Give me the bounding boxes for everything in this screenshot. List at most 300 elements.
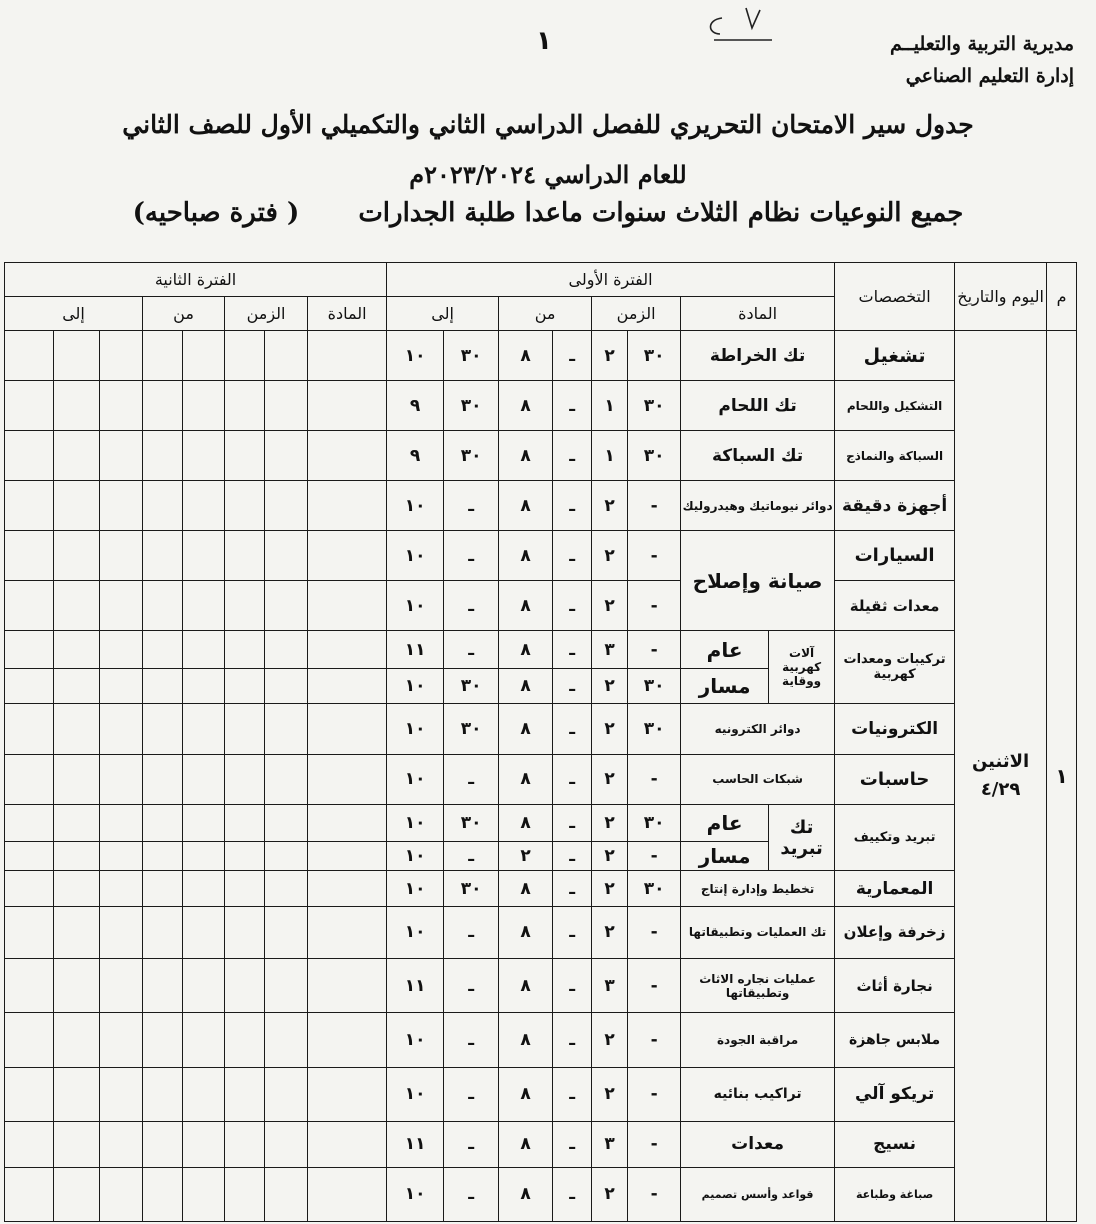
p2-cell [308, 906, 387, 958]
to-hr: ١٠ [387, 331, 444, 381]
p2-cell [100, 1067, 143, 1121]
subject-cell: تراكيب بنائيه [681, 1067, 835, 1121]
to-hr: ١١ [387, 631, 444, 669]
p2-cell [308, 1121, 387, 1167]
subject-cell: تك العمليات وتطبيقاتها [681, 906, 835, 958]
p2-cell [265, 1013, 308, 1067]
p2-cell [143, 754, 183, 804]
p2-cell [143, 669, 183, 704]
day-date-cell [955, 331, 1047, 1222]
from-min: ـ [553, 581, 592, 631]
duration-min: ٣٠ [628, 381, 681, 431]
p2-cell [225, 704, 265, 754]
subject-cell: شبكات الحاسب [681, 754, 835, 804]
p2-cell [54, 871, 100, 906]
from-hr: ٨ [499, 431, 553, 481]
to-min: ـ [444, 481, 499, 531]
p2-cell [143, 959, 183, 1013]
to-hr: ٩ [387, 431, 444, 481]
p2-cell [265, 431, 308, 481]
p2-cell [54, 1067, 100, 1121]
to-min: ٣٠ [444, 331, 499, 381]
table-row [5, 704, 1077, 754]
duration-min: - [628, 1167, 681, 1221]
subject-cell: قواعد وأسس تصميم [681, 1167, 835, 1221]
p2-cell [5, 959, 54, 1013]
p2-cell [183, 431, 225, 481]
p2-cell [5, 531, 54, 581]
exam-schedule-table [4, 262, 1077, 1222]
duration-min: ٣٠ [628, 669, 681, 704]
p2-cell [265, 481, 308, 531]
p2-cell [143, 842, 183, 871]
from-min: ـ [553, 431, 592, 481]
p2-cell [308, 1067, 387, 1121]
p2-cell [265, 381, 308, 431]
duration-hr: ٢ [592, 804, 628, 842]
p2-cell [54, 1121, 100, 1167]
subject-cell: معدات [681, 1121, 835, 1167]
p2-cell [183, 581, 225, 631]
p2-cell [54, 381, 100, 431]
p2-cell [183, 331, 225, 381]
duration-hr: ٢ [592, 481, 628, 531]
p2-cell [183, 1121, 225, 1167]
from-hr: ٨ [499, 581, 553, 631]
spec-cell: السيارات [835, 531, 955, 581]
p2-cell [225, 381, 265, 431]
p2-cell [308, 631, 387, 669]
duration-min: ٣٠ [628, 431, 681, 481]
from-min: ـ [553, 906, 592, 958]
p2-cell [265, 1121, 308, 1167]
to-min: ـ [444, 754, 499, 804]
p2-cell [100, 431, 143, 481]
p2-cell [265, 959, 308, 1013]
to-min: ـ [444, 1013, 499, 1067]
p2-cell [308, 1013, 387, 1067]
p2-cell [100, 704, 143, 754]
from-min: ـ [553, 531, 592, 581]
duration-hr: ٢ [592, 754, 628, 804]
duration-hr: ٢ [592, 581, 628, 631]
spec-cell: تشغيل [835, 331, 955, 381]
to-hr: ١٠ [387, 704, 444, 754]
table-row [5, 381, 1077, 431]
p2-cell [5, 381, 54, 431]
from-hr: ٨ [499, 906, 553, 958]
document-title: جدول سير الامتحان التحريري للفصل الدراسي الثاني والتكميلي الأول للصف الثاني [122, 110, 974, 139]
from-hr: ٨ [499, 704, 553, 754]
to-hr: ١٠ [387, 669, 444, 704]
spec-cell: التشكيل واللحام [835, 381, 955, 431]
p2-cell [100, 871, 143, 906]
p2-cell [5, 431, 54, 481]
p2-cell [100, 581, 143, 631]
p2-cell [225, 871, 265, 906]
p2-cell [265, 754, 308, 804]
p2-cell [225, 1121, 265, 1167]
subject-cell: مراقبة الجودة [681, 1013, 835, 1067]
from-hr: ٨ [499, 531, 553, 581]
table-row [5, 1121, 1077, 1167]
duration-hr: ١ [592, 381, 628, 431]
p2-cell [308, 331, 387, 381]
from-hr: ٨ [499, 331, 553, 381]
p2-cell [308, 481, 387, 531]
p2-cell [143, 481, 183, 531]
to-hr: ١٠ [387, 531, 444, 581]
col-header-specialization: التخصصات [835, 263, 955, 331]
period-label: ( فترة صباحيه) [132, 198, 300, 228]
p2-cell [143, 704, 183, 754]
subject-group-cell: تك تبريد [769, 804, 835, 871]
p2-cell [265, 871, 308, 906]
p2-cell [100, 959, 143, 1013]
from-min: ـ [553, 704, 592, 754]
p2-cell [54, 481, 100, 531]
p2-cell [183, 481, 225, 531]
p2-cell [265, 1067, 308, 1121]
from-hr: ٨ [499, 481, 553, 531]
p2-cell [5, 481, 54, 531]
spec-cell: المعمارية [835, 871, 955, 906]
p2-cell [225, 1013, 265, 1067]
duration-min: ٣٠ [628, 704, 681, 754]
p2-cell [265, 704, 308, 754]
p2-cell [308, 754, 387, 804]
p2-cell [183, 1167, 225, 1221]
duration-hr: ٣ [592, 959, 628, 1013]
p2-cell [143, 1013, 183, 1067]
table-row [5, 331, 1077, 381]
from-hr: ٨ [499, 1067, 553, 1121]
duration-hr: ٣ [592, 1121, 628, 1167]
p2-cell [308, 959, 387, 1013]
table-row [5, 431, 1077, 481]
p2-cell [225, 1167, 265, 1221]
to-min: ـ [444, 1067, 499, 1121]
second-period-header: الفترة الثانية [5, 263, 387, 297]
p2-cell [225, 631, 265, 669]
duration-hr: ٢ [592, 906, 628, 958]
p2-cell [5, 331, 54, 381]
p2-cell [225, 754, 265, 804]
duration-hr: ٢ [592, 531, 628, 581]
subject-cell: دوائر الكترونيه [681, 704, 835, 754]
p2-cell [5, 842, 54, 871]
p2-cell [143, 871, 183, 906]
p2-cell [183, 704, 225, 754]
p2-cell [225, 531, 265, 581]
duration-min: ٣٠ [628, 804, 681, 842]
p2-cell [54, 906, 100, 958]
p2-cell [183, 631, 225, 669]
p2-cell [225, 804, 265, 842]
from-min: ـ [553, 1067, 592, 1121]
from-hr: ٨ [499, 754, 553, 804]
p2-to-header: إلى [5, 297, 143, 331]
p2-cell [54, 1013, 100, 1067]
p2-cell [100, 669, 143, 704]
p2-cell [265, 331, 308, 381]
p2-cell [183, 381, 225, 431]
from-min: ـ [553, 1167, 592, 1221]
organization-header [890, 28, 1074, 92]
subject-cell: عام [681, 631, 769, 669]
p2-cell [5, 704, 54, 754]
from-min: ـ [553, 804, 592, 842]
spec-cell: نسيج [835, 1121, 955, 1167]
to-hr: ٩ [387, 381, 444, 431]
p2-cell [5, 1013, 54, 1067]
duration-min: - [628, 842, 681, 871]
to-hr: ١٠ [387, 481, 444, 531]
to-min: ٣٠ [444, 381, 499, 431]
spec-cell: معدات ثقيلة [835, 581, 955, 631]
spec-cell: أجهزة دقيقة [835, 481, 955, 531]
p2-cell [5, 669, 54, 704]
duration-min: - [628, 631, 681, 669]
to-min: ـ [444, 1167, 499, 1221]
p2-cell [225, 581, 265, 631]
to-hr: ١٠ [387, 1167, 444, 1221]
duration-hr: ٢ [592, 1013, 628, 1067]
duration-min: - [628, 754, 681, 804]
p2-cell [225, 331, 265, 381]
p2-cell [5, 581, 54, 631]
duration-min: - [628, 1013, 681, 1067]
p2-cell [265, 906, 308, 958]
p2-cell [54, 531, 100, 581]
subject-cell: دوائر نيوماتيك وهيدروليك [681, 481, 835, 531]
p2-cell [54, 331, 100, 381]
to-min: ـ [444, 959, 499, 1013]
to-min: ٣٠ [444, 669, 499, 704]
to-hr: ١٠ [387, 842, 444, 871]
p2-cell [5, 871, 54, 906]
org-line-2: إدارة التعليم الصناعي [905, 65, 1074, 87]
table-row [5, 959, 1077, 1013]
spec-cell: الكترونيات [835, 704, 955, 754]
p2-cell [265, 804, 308, 842]
p2-cell [183, 842, 225, 871]
p2-cell [100, 481, 143, 531]
p1-to-header: إلى [387, 297, 499, 331]
p2-cell [308, 704, 387, 754]
row-index: ١ [1047, 331, 1077, 1222]
p2-cell [5, 1067, 54, 1121]
to-hr: ١٠ [387, 754, 444, 804]
from-min: ـ [553, 331, 592, 381]
table-row [5, 804, 1077, 842]
day-name: الاثنين [971, 751, 1030, 772]
p2-cell [265, 631, 308, 669]
p2-cell [54, 959, 100, 1013]
p2-cell [308, 531, 387, 581]
from-hr: ٨ [499, 1121, 553, 1167]
p2-cell [5, 631, 54, 669]
p2-cell [100, 906, 143, 958]
to-min: ـ [444, 531, 499, 581]
p2-cell [265, 581, 308, 631]
from-hr: ٨ [499, 631, 553, 669]
p2-cell [183, 1013, 225, 1067]
document-subtitle [60, 198, 1036, 228]
p2-cell [54, 754, 100, 804]
table-row [5, 481, 1077, 531]
handwritten-mark [700, 6, 780, 46]
p2-cell [100, 804, 143, 842]
subject-cell: عمليات نجاره الاثاث وتطبيقاتها [681, 959, 835, 1013]
p2-cell [100, 331, 143, 381]
from-min: ـ [553, 1013, 592, 1067]
to-min: ٣٠ [444, 704, 499, 754]
p2-cell [143, 531, 183, 581]
p2-cell [225, 959, 265, 1013]
p2-cell [183, 804, 225, 842]
duration-hr: ٣ [592, 631, 628, 669]
p2-cell [5, 754, 54, 804]
to-min: ٣٠ [444, 431, 499, 481]
to-hr: ١٠ [387, 1067, 444, 1121]
duration-min: - [628, 959, 681, 1013]
table-row [5, 754, 1077, 804]
subject-group-cell: آلات كهربية ووقاية [769, 631, 835, 704]
spec-cell: زخرفة وإعلان [835, 906, 955, 958]
duration-min: - [628, 906, 681, 958]
to-min: ـ [444, 842, 499, 871]
academic-year: للعام الدراسي ٢٠٢٣/٢٠٢٤م [409, 160, 687, 189]
to-hr: ١٠ [387, 1013, 444, 1067]
p2-cell [54, 1167, 100, 1221]
p2-cell [54, 431, 100, 481]
spec-cell: صباغة وطباعة [835, 1167, 955, 1221]
to-min: ـ [444, 581, 499, 631]
table-row [5, 1167, 1077, 1221]
from-min: ـ [553, 669, 592, 704]
p2-cell [308, 381, 387, 431]
to-hr: ١٠ [387, 871, 444, 906]
duration-min: - [628, 531, 681, 581]
to-min: ـ [444, 631, 499, 669]
from-hr: ٢ [499, 842, 553, 871]
p1-from-header: من [499, 297, 592, 331]
p2-cell [183, 669, 225, 704]
subject-cell: تك اللحام [681, 381, 835, 431]
spec-cell: تريكو آلي [835, 1067, 955, 1121]
to-hr: ١٠ [387, 581, 444, 631]
p2-cell [265, 531, 308, 581]
spec-cell: نجارة أثاث [835, 959, 955, 1013]
p2-cell [265, 842, 308, 871]
to-hr: ١١ [387, 1121, 444, 1167]
from-min: ـ [553, 959, 592, 1013]
spec-cell: السباكة والنماذج [835, 431, 955, 481]
p2-cell [225, 906, 265, 958]
subject-cell: تخطيط وإدارة إنتاج [681, 871, 835, 906]
from-min: ـ [553, 631, 592, 669]
p1-subject-header: المادة [681, 297, 835, 331]
to-hr: ١٠ [387, 906, 444, 958]
p2-cell [143, 906, 183, 958]
spec-cell: حاسبات [835, 754, 955, 804]
duration-min: - [628, 1067, 681, 1121]
p2-cell [143, 804, 183, 842]
table-row [5, 631, 1077, 669]
table-row [5, 531, 1077, 581]
p2-cell [183, 906, 225, 958]
duration-hr: ٢ [592, 842, 628, 871]
duration-min: ٣٠ [628, 331, 681, 381]
p2-cell [143, 1167, 183, 1221]
p2-cell [143, 1067, 183, 1121]
duration-min: - [628, 581, 681, 631]
p2-cell [183, 754, 225, 804]
p2-cell [308, 842, 387, 871]
duration-hr: ٢ [592, 704, 628, 754]
p2-cell [183, 1067, 225, 1121]
p2-cell [54, 704, 100, 754]
duration-min: - [628, 1121, 681, 1167]
from-hr: ٨ [499, 381, 553, 431]
p2-cell [265, 1167, 308, 1221]
table-row [5, 581, 1077, 631]
p2-cell [5, 1167, 54, 1221]
subject-cell: تك الخراطة [681, 331, 835, 381]
p2-cell [100, 531, 143, 581]
from-hr: ٨ [499, 959, 553, 1013]
p2-cell [308, 871, 387, 906]
from-min: ـ [553, 381, 592, 431]
p2-cell [225, 669, 265, 704]
p2-cell [183, 959, 225, 1013]
table-row [5, 1013, 1077, 1067]
p2-cell [183, 531, 225, 581]
p2-cell [183, 871, 225, 906]
p2-cell [225, 431, 265, 481]
subject-cell: مسار [681, 842, 769, 871]
spec-cell: تركيبات ومعدات كهربية [835, 631, 955, 704]
table-row [5, 906, 1077, 958]
duration-hr: ١ [592, 431, 628, 481]
p2-cell [143, 631, 183, 669]
duration-min: - [628, 481, 681, 531]
from-min: ـ [553, 871, 592, 906]
spec-cell: تبريد وتكييف [835, 804, 955, 871]
to-min: ـ [444, 1121, 499, 1167]
spec-cell: ملابس جاهزة [835, 1013, 955, 1067]
org-line-1: مديرية التربية والتعليــم [889, 33, 1074, 55]
p2-cell [308, 669, 387, 704]
subject-cell: عام [681, 804, 769, 842]
p2-cell [5, 906, 54, 958]
p2-cell [308, 804, 387, 842]
p2-cell [225, 481, 265, 531]
subject-cell: صيانة وإصلاح [681, 531, 835, 631]
p2-cell [100, 842, 143, 871]
duration-hr: ٢ [592, 1067, 628, 1121]
from-min: ـ [553, 1121, 592, 1167]
to-min: ٣٠ [444, 804, 499, 842]
p2-from-header: من [143, 297, 225, 331]
p1-duration-header: الزمن [592, 297, 681, 331]
p2-cell [143, 381, 183, 431]
to-hr: ١٠ [387, 804, 444, 842]
duration-hr: ٢ [592, 1167, 628, 1221]
p2-cell [100, 1013, 143, 1067]
from-hr: ٨ [499, 1167, 553, 1221]
